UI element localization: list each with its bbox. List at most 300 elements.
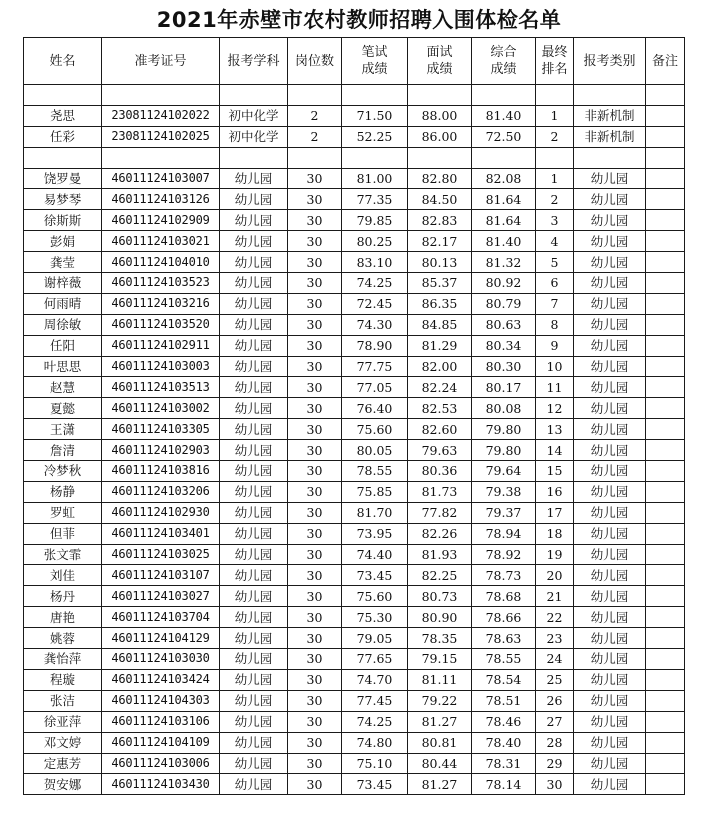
cell-written-score: 77.45: [342, 690, 408, 711]
cell-total-score: 81.40: [472, 231, 536, 252]
table-row: [24, 461, 685, 482]
cell-interview-score: 84.85: [408, 314, 472, 335]
cell-total-score: 82.08: [472, 168, 536, 189]
cell-subject: 幼儿园: [220, 586, 288, 607]
header-label: 最终 排名: [541, 45, 568, 77]
header-rank: [536, 38, 574, 85]
cell-written-score: 72.45: [342, 293, 408, 314]
cell-note: [646, 314, 685, 335]
cell-category: 幼儿园: [574, 419, 646, 440]
cell-category: 幼儿园: [574, 628, 646, 649]
cell-name: 张洁: [24, 690, 102, 711]
cell-note: [646, 210, 685, 231]
cell-interview-score: 80.36: [408, 461, 472, 482]
cell-category: 幼儿园: [574, 356, 646, 377]
cell-rank: 4: [536, 231, 574, 252]
cell-name: 杨静: [24, 481, 102, 502]
cell-subject: [220, 85, 288, 106]
cell-category: 幼儿园: [574, 231, 646, 252]
cell-exam-id: 46011124103030: [102, 649, 220, 670]
header-interview: [408, 38, 472, 85]
cell-note: [646, 461, 685, 482]
cell-interview-score: 79.63: [408, 440, 472, 461]
cell-category: 幼儿园: [574, 544, 646, 565]
cell-category: 幼儿园: [574, 335, 646, 356]
header-name: [24, 38, 102, 85]
cell-rank: [536, 147, 574, 168]
cell-total-score: 80.17: [472, 377, 536, 398]
cell-posts: 30: [288, 649, 342, 670]
cell-posts: 30: [288, 356, 342, 377]
cell-subject: 幼儿园: [220, 607, 288, 628]
cell-note: [646, 607, 685, 628]
cell-interview-score: 82.53: [408, 398, 472, 419]
cell-category: 幼儿园: [574, 586, 646, 607]
cell-exam-id: 46011124103401: [102, 523, 220, 544]
cell-category: 幼儿园: [574, 189, 646, 210]
cell-category: 幼儿园: [574, 774, 646, 795]
cell-name: 龚怡萍: [24, 649, 102, 670]
cell-category: 幼儿园: [574, 210, 646, 231]
cell-posts: 2: [288, 105, 342, 126]
cell-category: 幼儿园: [574, 314, 646, 335]
cell-posts: 30: [288, 565, 342, 586]
cell-posts: 30: [288, 481, 342, 502]
cell-written-score: 75.60: [342, 586, 408, 607]
cell-exam-id: 46011124103206: [102, 481, 220, 502]
cell-written-score: 75.10: [342, 753, 408, 774]
cell-note: [646, 649, 685, 670]
cell-note: [646, 669, 685, 690]
cell-name: 姚蓉: [24, 628, 102, 649]
cell-rank: 26: [536, 690, 574, 711]
cell-written-score: 78.90: [342, 335, 408, 356]
cell-note: [646, 398, 685, 419]
cell-written-score: 77.75: [342, 356, 408, 377]
cell-category: 幼儿园: [574, 377, 646, 398]
cell-exam-id: 23081124102025: [102, 126, 220, 147]
cell-name: 谢梓薇: [24, 273, 102, 294]
cell-posts: 30: [288, 231, 342, 252]
cell-note: [646, 147, 685, 168]
cell-name: 邓文婷: [24, 732, 102, 753]
cell-exam-id: 46011124102909: [102, 210, 220, 231]
cell-written-score: 71.50: [342, 105, 408, 126]
cell-interview-score: 80.90: [408, 607, 472, 628]
cell-name: 尧思: [24, 105, 102, 126]
cell-total-score: 78.68: [472, 586, 536, 607]
cell-rank: 3: [536, 210, 574, 231]
cell-name: 彭娟: [24, 231, 102, 252]
table-row: [24, 586, 685, 607]
cell-exam-id: 46011124103216: [102, 293, 220, 314]
cell-exam-id: 46011124103424: [102, 669, 220, 690]
cell-note: [646, 377, 685, 398]
cell-category: 幼儿园: [574, 565, 646, 586]
cell-interview-score: 84.50: [408, 189, 472, 210]
table-row: [24, 753, 685, 774]
cell-written-score: 77.35: [342, 189, 408, 210]
header-label: 综合 成绩: [490, 45, 517, 77]
cell-interview-score: 86.00: [408, 126, 472, 147]
table-row: [24, 273, 685, 294]
cell-posts: 30: [288, 628, 342, 649]
cell-name: 何雨晴: [24, 293, 102, 314]
cell-posts: 30: [288, 252, 342, 273]
cell-interview-score: 78.35: [408, 628, 472, 649]
table-row: [24, 690, 685, 711]
cell-exam-id: 46011124103430: [102, 774, 220, 795]
cell-interview-score: 82.83: [408, 210, 472, 231]
cell-note: [646, 774, 685, 795]
cell-exam-id: [102, 147, 220, 168]
cell-written-score: 78.55: [342, 461, 408, 482]
cell-posts: 30: [288, 377, 342, 398]
header-posts: [288, 38, 342, 85]
cell-written-score: 73.45: [342, 774, 408, 795]
cell-posts: 30: [288, 398, 342, 419]
cell-rank: 17: [536, 502, 574, 523]
cell-interview-score: 80.73: [408, 586, 472, 607]
table-body: [24, 85, 685, 795]
cell-name: 詹清: [24, 440, 102, 461]
cell-written-score: 77.65: [342, 649, 408, 670]
cell-subject: 幼儿园: [220, 711, 288, 732]
cell-written-score: 75.30: [342, 607, 408, 628]
cell-posts: 30: [288, 523, 342, 544]
cell-posts: 2: [288, 126, 342, 147]
cell-written-score: 79.05: [342, 628, 408, 649]
cell-interview-score: 80.81: [408, 732, 472, 753]
cell-name: 程璇: [24, 669, 102, 690]
cell-exam-id: 46011124103006: [102, 753, 220, 774]
cell-posts: 30: [288, 732, 342, 753]
cell-name: 冷梦秋: [24, 461, 102, 482]
cell-written-score: 75.60: [342, 419, 408, 440]
cell-interview-score: 82.17: [408, 231, 472, 252]
blank-row: [24, 85, 685, 106]
cell-note: [646, 565, 685, 586]
header-label: 岗位数: [294, 53, 334, 69]
cell-total-score: 80.30: [472, 356, 536, 377]
table-row: [24, 440, 685, 461]
cell-note: [646, 293, 685, 314]
cell-exam-id: 46011124103520: [102, 314, 220, 335]
cell-written-score: 73.95: [342, 523, 408, 544]
cell-total-score: 72.50: [472, 126, 536, 147]
cell-subject: 幼儿园: [220, 314, 288, 335]
table-row: [24, 293, 685, 314]
table-row: [24, 669, 685, 690]
cell-posts: 30: [288, 440, 342, 461]
cell-category: 幼儿园: [574, 293, 646, 314]
cell-total-score: 81.64: [472, 189, 536, 210]
header-note: [646, 38, 685, 85]
cell-note: [646, 523, 685, 544]
cell-total-score: 78.55: [472, 649, 536, 670]
cell-name: 但菲: [24, 523, 102, 544]
cell-category: 幼儿园: [574, 649, 646, 670]
cell-total-score: 78.46: [472, 711, 536, 732]
cell-posts: 30: [288, 210, 342, 231]
cell-posts: 30: [288, 607, 342, 628]
cell-subject: 幼儿园: [220, 774, 288, 795]
cell-interview-score: [408, 147, 472, 168]
cell-total-score: 78.14: [472, 774, 536, 795]
cell-rank: 27: [536, 711, 574, 732]
cell-exam-id: 46011124103007: [102, 168, 220, 189]
table-row: [24, 607, 685, 628]
cell-rank: 2: [536, 189, 574, 210]
cell-posts: 30: [288, 273, 342, 294]
cell-subject: 幼儿园: [220, 335, 288, 356]
cell-name: 叶思思: [24, 356, 102, 377]
table-row: [24, 168, 685, 189]
cell-rank: 19: [536, 544, 574, 565]
cell-posts: 30: [288, 774, 342, 795]
cell-written-score: 79.85: [342, 210, 408, 231]
cell-rank: 29: [536, 753, 574, 774]
table-row: [24, 649, 685, 670]
cell-total-score: 81.32: [472, 252, 536, 273]
cell-note: [646, 544, 685, 565]
cell-total-score: 79.37: [472, 502, 536, 523]
cell-rank: 13: [536, 419, 574, 440]
cell-category: 幼儿园: [574, 168, 646, 189]
cell-name: 贺安娜: [24, 774, 102, 795]
cell-posts: [288, 85, 342, 106]
cell-total-score: 78.31: [472, 753, 536, 774]
cell-written-score: 73.45: [342, 565, 408, 586]
cell-category: 幼儿园: [574, 440, 646, 461]
cell-subject: 幼儿园: [220, 732, 288, 753]
cell-subject: 幼儿园: [220, 377, 288, 398]
cell-name: 赵慧: [24, 377, 102, 398]
cell-note: [646, 628, 685, 649]
cell-interview-score: 79.15: [408, 649, 472, 670]
cell-subject: 幼儿园: [220, 690, 288, 711]
cell-category: [574, 85, 646, 106]
cell-rank: 28: [536, 732, 574, 753]
cell-written-score: 83.10: [342, 252, 408, 273]
cell-interview-score: 77.82: [408, 502, 472, 523]
cell-rank: 14: [536, 440, 574, 461]
table-row: [24, 105, 685, 126]
cell-note: [646, 419, 685, 440]
cell-exam-id: 46011124103027: [102, 586, 220, 607]
table-row: [24, 252, 685, 273]
cell-note: [646, 105, 685, 126]
cell-category: 幼儿园: [574, 732, 646, 753]
table-row: [24, 711, 685, 732]
cell-rank: 22: [536, 607, 574, 628]
cell-note: [646, 335, 685, 356]
cell-exam-id: 46011124103025: [102, 544, 220, 565]
cell-total-score: [472, 85, 536, 106]
cell-category: 幼儿园: [574, 690, 646, 711]
cell-posts: [288, 147, 342, 168]
cell-exam-id: 46011124102930: [102, 502, 220, 523]
cell-name: [24, 85, 102, 106]
cell-name: 任阳: [24, 335, 102, 356]
cell-interview-score: 82.80: [408, 168, 472, 189]
cell-note: [646, 502, 685, 523]
table-row: [24, 523, 685, 544]
cell-interview-score: 88.00: [408, 105, 472, 126]
header-label: 姓名: [49, 53, 76, 69]
cell-note: [646, 732, 685, 753]
cell-posts: 30: [288, 189, 342, 210]
cell-posts: 30: [288, 753, 342, 774]
cell-subject: 幼儿园: [220, 669, 288, 690]
cell-rank: 16: [536, 481, 574, 502]
cell-subject: 幼儿园: [220, 544, 288, 565]
cell-exam-id: 46011124102903: [102, 440, 220, 461]
cell-exam-id: 46011124104303: [102, 690, 220, 711]
cell-subject: 幼儿园: [220, 565, 288, 586]
cell-exam-id: 46011124103523: [102, 273, 220, 294]
cell-posts: 30: [288, 168, 342, 189]
cell-rank: 5: [536, 252, 574, 273]
cell-rank: 1: [536, 105, 574, 126]
table-row: [24, 335, 685, 356]
cell-posts: 30: [288, 544, 342, 565]
table-row: [24, 732, 685, 753]
header-exam-id: [102, 38, 220, 85]
cell-note: [646, 189, 685, 210]
cell-exam-id: 46011124104109: [102, 732, 220, 753]
cell-interview-score: 79.22: [408, 690, 472, 711]
header-label: 报考类别: [583, 53, 636, 69]
cell-interview-score: 82.24: [408, 377, 472, 398]
cell-rank: 18: [536, 523, 574, 544]
cell-rank: 10: [536, 356, 574, 377]
cell-total-score: 79.38: [472, 481, 536, 502]
cell-exam-id: 46011124103021: [102, 231, 220, 252]
cell-posts: 30: [288, 502, 342, 523]
cell-total-score: 78.63: [472, 628, 536, 649]
cell-written-score: 81.70: [342, 502, 408, 523]
cell-name: 定惠芳: [24, 753, 102, 774]
table-row: [24, 398, 685, 419]
results-table: [23, 37, 685, 795]
page-title: 2021年赤壁市农村教师招聘入围体检名单: [156, 8, 562, 32]
cell-rank: 11: [536, 377, 574, 398]
cell-exam-id: 46011124103704: [102, 607, 220, 628]
cell-subject: 幼儿园: [220, 231, 288, 252]
cell-name: 龚莹: [24, 252, 102, 273]
cell-interview-score: 81.27: [408, 711, 472, 732]
cell-subject: 幼儿园: [220, 753, 288, 774]
cell-posts: 30: [288, 586, 342, 607]
cell-note: [646, 126, 685, 147]
table-row: [24, 544, 685, 565]
cell-rank: 21: [536, 586, 574, 607]
blank-row: [24, 147, 685, 168]
header-written: [342, 38, 408, 85]
table-row: [24, 189, 685, 210]
cell-total-score: 78.40: [472, 732, 536, 753]
cell-subject: 初中化学: [220, 126, 288, 147]
cell-exam-id: 46011124103816: [102, 461, 220, 482]
header-label: 面试 成绩: [426, 45, 453, 77]
cell-written-score: 74.25: [342, 711, 408, 732]
cell-posts: 30: [288, 711, 342, 732]
cell-name: [24, 147, 102, 168]
cell-subject: 幼儿园: [220, 293, 288, 314]
cell-total-score: 78.92: [472, 544, 536, 565]
cell-name: 徐斯斯: [24, 210, 102, 231]
cell-total-score: 78.94: [472, 523, 536, 544]
cell-interview-score: 80.44: [408, 753, 472, 774]
cell-posts: 30: [288, 669, 342, 690]
header-total: [472, 38, 536, 85]
cell-total-score: 78.73: [472, 565, 536, 586]
cell-rank: 24: [536, 649, 574, 670]
cell-note: [646, 356, 685, 377]
cell-category: 幼儿园: [574, 753, 646, 774]
table-row: [24, 481, 685, 502]
cell-subject: 初中化学: [220, 105, 288, 126]
cell-written-score: 74.80: [342, 732, 408, 753]
cell-total-score: 80.08: [472, 398, 536, 419]
cell-category: 幼儿园: [574, 398, 646, 419]
cell-name: 唐艳: [24, 607, 102, 628]
cell-name: 周徐敏: [24, 314, 102, 335]
header-label: 准考证号: [134, 53, 187, 69]
cell-subject: 幼儿园: [220, 273, 288, 294]
cell-posts: 30: [288, 690, 342, 711]
cell-written-score: 81.00: [342, 168, 408, 189]
cell-note: [646, 85, 685, 106]
cell-category: 幼儿园: [574, 502, 646, 523]
cell-subject: 幼儿园: [220, 440, 288, 461]
cell-subject: 幼儿园: [220, 356, 288, 377]
cell-subject: 幼儿园: [220, 461, 288, 482]
cell-category: 非新机制: [574, 126, 646, 147]
cell-name: 刘佳: [24, 565, 102, 586]
cell-total-score: 80.92: [472, 273, 536, 294]
cell-posts: 30: [288, 314, 342, 335]
cell-name: 夏懿: [24, 398, 102, 419]
header-label: 报考学科: [227, 53, 280, 69]
cell-exam-id: [102, 85, 220, 106]
cell-subject: 幼儿园: [220, 168, 288, 189]
cell-posts: 30: [288, 335, 342, 356]
cell-note: [646, 252, 685, 273]
cell-note: [646, 168, 685, 189]
cell-posts: 30: [288, 419, 342, 440]
cell-interview-score: 81.29: [408, 335, 472, 356]
cell-category: 幼儿园: [574, 273, 646, 294]
cell-rank: 25: [536, 669, 574, 690]
cell-total-score: 81.40: [472, 105, 536, 126]
cell-subject: 幼儿园: [220, 210, 288, 231]
cell-rank: 7: [536, 293, 574, 314]
cell-exam-id: 46011124102911: [102, 335, 220, 356]
cell-interview-score: 82.00: [408, 356, 472, 377]
cell-interview-score: 80.13: [408, 252, 472, 273]
cell-rank: 6: [536, 273, 574, 294]
cell-interview-score: 86.35: [408, 293, 472, 314]
cell-total-score: [472, 147, 536, 168]
cell-category: [574, 147, 646, 168]
header-category: [574, 38, 646, 85]
cell-exam-id: 46011124103003: [102, 356, 220, 377]
cell-category: 幼儿园: [574, 481, 646, 502]
cell-note: [646, 753, 685, 774]
cell-subject: 幼儿园: [220, 628, 288, 649]
